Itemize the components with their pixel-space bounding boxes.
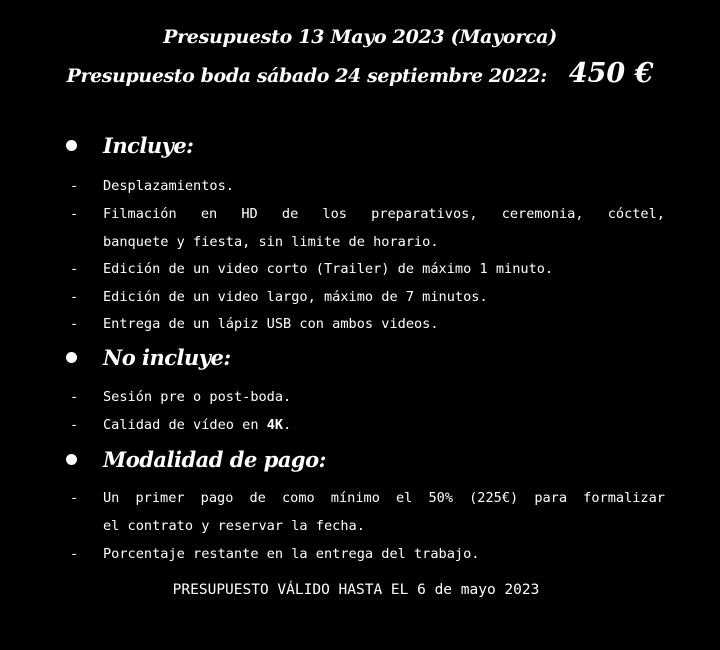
bullet-icon bbox=[66, 352, 77, 363]
section-no-incluye-heading bbox=[66, 342, 231, 372]
list-item-text: Un primer pago de como mínimo el 50% (225€) para formalizar bbox=[103, 490, 665, 506]
budget-date-title: Presupuesto 13 Mayo 2023 (Mayorca) bbox=[163, 26, 557, 48]
wedding-budget-title bbox=[0, 58, 720, 89]
list-item bbox=[70, 200, 665, 256]
list-item-text-continued: el contrato y reservar la fecha. bbox=[103, 518, 365, 534]
validity-footer: PRESUPUESTO VÁLIDO HASTA EL 6 de mayo 2023 bbox=[172, 582, 540, 598]
list-item-text: Entrega de un lápiz USB con ambos videos. bbox=[103, 316, 439, 332]
dash-marker: - bbox=[70, 417, 79, 433]
list-item-text: Edición de un video largo, máximo de 7 minutos. bbox=[103, 289, 488, 305]
bullet-icon bbox=[66, 140, 77, 151]
list-item-text-continued: banquete y fiesta, sin limite de horario. bbox=[103, 234, 439, 250]
dash-marker: - bbox=[70, 546, 79, 562]
dash-marker: - bbox=[70, 178, 79, 194]
budget-price: 450 € bbox=[568, 58, 654, 89]
dash-marker: - bbox=[70, 206, 79, 222]
dash-marker: - bbox=[70, 389, 79, 405]
dash-marker: - bbox=[70, 316, 79, 332]
dash-marker: - bbox=[70, 261, 79, 277]
section-incluye-title: Incluye: bbox=[103, 132, 194, 158]
list-item-text: Porcentaje restante en la entrega del trabajo. bbox=[103, 546, 480, 562]
dash-marker: - bbox=[70, 289, 79, 305]
list-item-text: Edición de un video corto (Trailer) de máximo 1 minuto. bbox=[103, 261, 554, 277]
list-item bbox=[70, 484, 665, 540]
list-item-text: Filmación en HD de los preparativos, ceremonia, cóctel, bbox=[103, 206, 665, 222]
wedding-budget-label: Presupuesto boda sábado 24 septiembre 2022: bbox=[66, 65, 547, 87]
list-item-text: Desplazamientos. bbox=[103, 178, 234, 194]
section-no-incluye-title: No incluye: bbox=[103, 344, 231, 370]
section-modalidad-heading bbox=[66, 444, 326, 474]
list-item-text: Sesión pre o post-boda. bbox=[103, 389, 292, 405]
section-modalidad-title: Modalidad de pago: bbox=[103, 446, 326, 472]
list-item-text-part: Calidad de vídeo en bbox=[103, 417, 259, 433]
section-incluye-heading bbox=[66, 130, 193, 160]
list-item-text-end: . bbox=[283, 417, 292, 433]
dash-marker: - bbox=[70, 490, 79, 506]
resolution-4k: 4K bbox=[266, 417, 284, 433]
list-item-text bbox=[103, 411, 291, 439]
bullet-icon bbox=[66, 454, 77, 465]
